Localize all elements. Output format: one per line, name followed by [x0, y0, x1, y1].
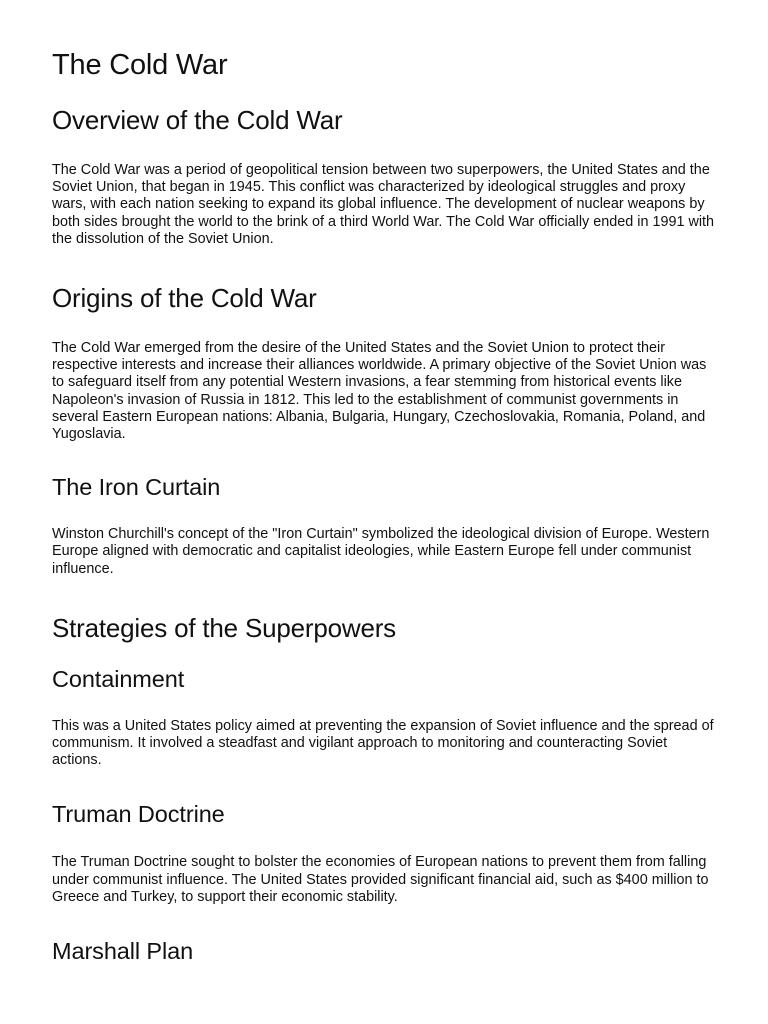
- heading-containment: Containment: [52, 665, 185, 692]
- heading-iron-curtain: The Iron Curtain: [52, 474, 221, 501]
- document-title: The Cold War: [52, 49, 228, 81]
- paragraph-containment: This was a United States policy aimed at preventing the expansion of Soviet influence and the spread of communism. It involved a steadfast and vigilant approach to monitoring and counteracting Soviet actions.: [52, 717, 714, 769]
- paragraph-iron-curtain: Winston Churchill's concept of the "Iron Curtain" symbolized the ideological division of Europe. Western Europe aligned with democratic and capitalist ideologies, while Eastern Europe fell under communist influence.: [52, 526, 710, 577]
- heading-marshall-plan: Marshall Plan: [52, 938, 194, 965]
- paragraph-origins: The Cold War emerged from the desire of the United States and the Soviet Union to protect their respective interests and increase their alliances worldwide. A primary objective of the Soviet Union was to safeguard itself from any potential Western invasions, a fear stemming from historical events like Napoleon's invasion of Russia in 1812. This led to the establishment of communist governments in several Eastern European nations: Albania, Bulgaria, Hungary, Czechoslovakia, Romania, Poland, and Yugoslavia.: [52, 340, 707, 443]
- heading-origins: Origins of the Cold War: [52, 283, 317, 314]
- heading-strategies: Strategies of the Superpowers: [52, 612, 396, 643]
- paragraph-overview: The Cold War was a period of geopolitical tension between two superpowers, the United States and the Soviet Union, that began in 1945. This conflict was characterized by ideological struggles and proxy wars, with each nation seeking to expand its global influence. The development of nuclear weapons by both sides brought the world to the brink of a third World War. The Cold War officially ended in 1991 with the dissolution of the Soviet Union.: [52, 162, 715, 247]
- heading-truman-doctrine: Truman Doctrine: [52, 801, 225, 828]
- paragraph-truman-doctrine: The Truman Doctrine sought to bolster the economies of European nations to prevent them from falling under communist influence. The United States provided significant financial aid, such as $400 million to Greece and Turkey, to support their economic stability.: [52, 854, 709, 905]
- heading-overview: Overview of the Cold War: [52, 105, 343, 135]
